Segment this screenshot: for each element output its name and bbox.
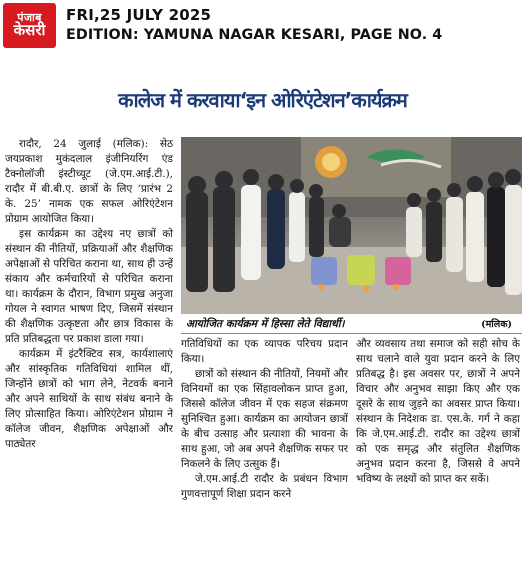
article-column-3 (356, 337, 520, 561)
headline-part-2: ‘इन ओरिएंटेशन’ (239, 87, 352, 112)
article-paragraph: कार्यक्रम में इंटरैक्टिव सत्र, कार्यशालाएं और सांस्कृतिक गतिविधियां शामिल थीं, जिन्होंने छात्रों को भाग लेने, नेटवर्क बनाने और अपने साथियों के साथ संबंध बनाने के लिए प्रोत्साहित किया। ओरिएंटेशन प्रोग्राम ने कॉलेज जीवन, शैक्षणिक अपेक्षाओं और पाठ्येतर (5, 348, 173, 450)
logo-line-2: केसरी (13, 21, 46, 40)
article-paragraph: और व्यवसाय तथा समाज को सही सोच के साथ चलाने वाले युवा प्रदान करने के लिए प्रतिबद्ध है। इस अवसर पर, छात्रों ने अपने विचार और अनुभव साझा किए और एक दूसरे के साथ जुड़ने का अवसर प्राप्त किया। संस्थान के निदेशक डा. एस.के. गर्ग ने कहा कि जे.एम.आई.टी. रादौर का उद्देश्य छात्रों को एक समृद्ध और संतुलित शैक्षणिक अनुभव प्रदान करना है, जिससे वे अपने भविष्य के लक्ष्यों को प्राप्त कर सकें। (356, 338, 520, 485)
edition-line: EDITION: YAMUNA NAGAR KESARI, PAGE NO. 4 (66, 27, 443, 43)
article-paragraph: जे.एम.आई.टी रादौर के प्रबंधन विभाग गुणवत्तापूर्ण शिक्षा प्रदान करने (181, 473, 348, 500)
newspaper-logo (3, 3, 56, 48)
headline-part-3: कार्यक्रम (351, 87, 407, 112)
event-photo (181, 137, 522, 314)
article-paragraph: गतिविधियों का एक व्यापक परिचय प्रदान किया। (181, 338, 348, 365)
date-line: FRI,25 JULY 2025 (66, 6, 212, 24)
photo-caption-bar (181, 314, 522, 334)
photo-caption: आयोजित कार्यक्रम में हिस्सा लेते विद्यार्थी। (186, 318, 345, 330)
headline (0, 68, 525, 130)
logo-line-1: पंजाब (17, 10, 42, 24)
article-column-1 (5, 137, 173, 561)
article-paragraph: छात्रों को संस्थान की नीतियों, नियमों और विनियमों का एक सिंहावलोकन प्राप्त हुआ, जिससे कॉलेज जीवन में एक सहज संक्रमण सुनिश्चित हुआ। कार्यक्रम का आयोजन छात्रों के बीच उत्साह और प्रत्याशा की भावना के साथ हुआ, जो अब अपने शैक्षणिक सफर पर निकलने के लिए उत्सुक हैं। (181, 368, 348, 470)
headline-part-1: कालेज में करवाया (118, 87, 240, 112)
article-column-2 (181, 337, 348, 561)
article-paragraph: रादौर, 24 जुलाई (मलिक): सेठ जयप्रकाश मुकंदलाल इंजीनियरिंग एंड टैक्नोलॉजी इंस्टीच्यूट (जे.एम.आई.टी.), रादौर में बी.बी.ए. छात्रों के लिए ‘प्रारंभ 2 के. 25’ नामक एक सफल ओरिएंटेशन प्रोग्राम आयोजित किया। (5, 138, 173, 225)
students-photo-image (181, 137, 522, 314)
photo-credit: (मलिक) (481, 319, 512, 330)
article-paragraph: इस कार्यक्रम का उद्देश्य नए छात्रों को संस्थान की नीतियों, प्रक्रियाओं और शैक्षणिक अपेक्षाओं से परिचित कराना था, साथ ही उन्हें संकाय और कर्मचारियों से परिचित कराना था। कार्यक्रम के दौरान, विभाग प्रमुख अनुजा गोयल ने स्वागत भाषण दिए, जिसमें संस्थान की शैक्षणिक उत्कृष्टता और छात्र विकास के प्रति प्रतिबद्धता पर प्रकाश डाला गया। (5, 228, 173, 345)
